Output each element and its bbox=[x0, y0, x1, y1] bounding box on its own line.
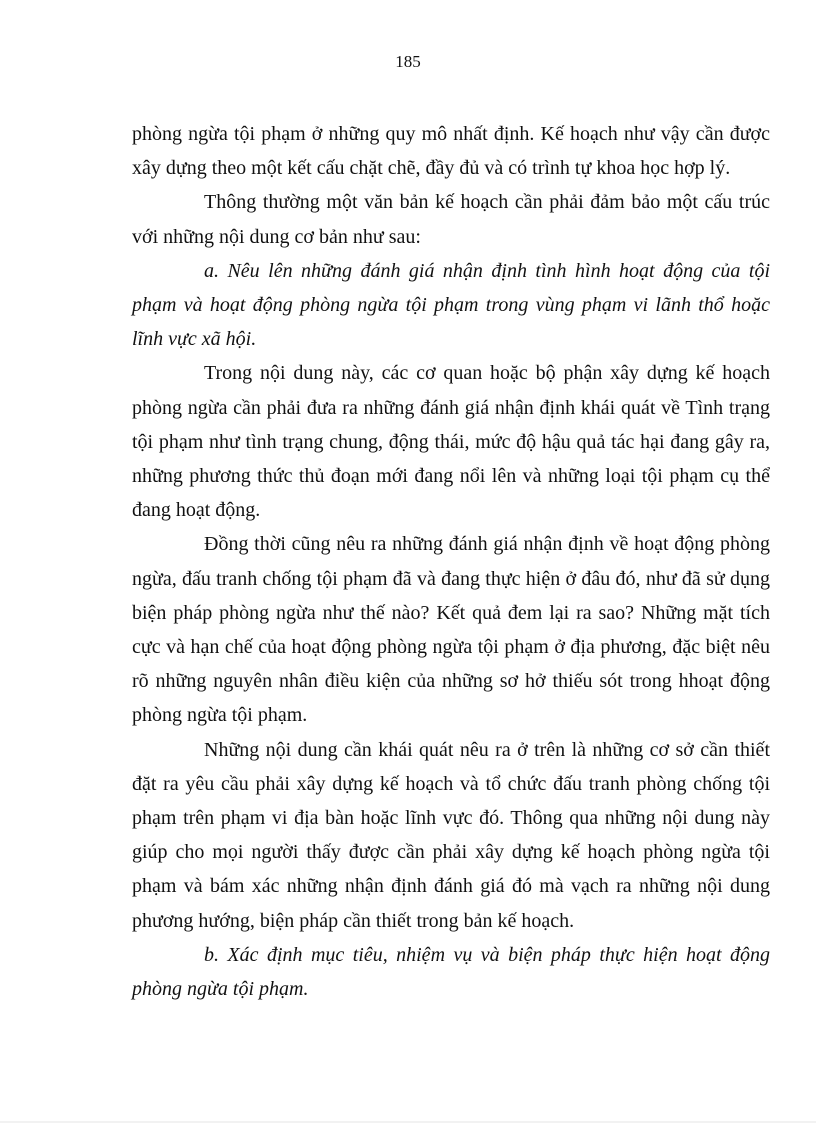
paragraph-basis: Những nội dung cần khái quát nêu ra ở trên là những cơ sở cần thiết đặt ra yêu cầu phải xây dựng kế hoạch và tổ chức đấu tranh phòng chống tội phạm trên phạm vi địa bàn hoặc lĩnh vực đó. Thông qua những nội dung này giúp cho mọi người thấy được cần phải xây dựng kế hoạch phòng ngừa tội phạm và bám xác những nhận định đánh giá đó mà vạch ra những nội dung phương hướng, biện pháp cần thiết trong bản kế hoạch. bbox=[132, 738, 770, 932]
section-heading-b: b. Xác định mục tiêu, nhiệm vụ và biện pháp thực hiện hoạt động phòng ngừa tội phạm. bbox=[132, 943, 770, 1001]
paragraph-assessment: Trong nội dung này, các cơ quan hoặc bộ phận xây dựng kế hoạch phòng ngừa cần phải đưa ra những đánh giá nhận định khái quát về Tình trạng tội phạm như tình trạng chung, động thái, mức độ hậu quả tác hại đang gây ra, những phương thức thủ đoạn mới đang nổi lên và những loại tội phạm cụ thể đang hoạt động. bbox=[132, 362, 770, 522]
page-number: 185 bbox=[395, 52, 421, 71]
paragraph-prevention-review: Đồng thời cũng nêu ra những đánh giá nhận định về hoạt động phòng ngừa, đấu tranh chống tội phạm đã và đang thực hiện ở đâu đó, như đã sử dụng biện pháp phòng ngừa như thế nào? Kết quả đem lại ra sao? Những mặt tích cực và hạn chế của hoạt động phòng ngừa tội phạm ở địa phương, đặc biệt nêu rõ những nguyên nhân điều kiện của những sơ hở thiếu sót trong hhoạt động phòng ngừa tội phạm. bbox=[132, 533, 770, 727]
body-text bbox=[132, 117, 770, 1006]
section-heading-a: a. Nêu lên những đánh giá nhận định tình hình hoạt động của tội phạm và hoạt động phòng ngừa tội phạm trong vùng phạm vi lãnh thổ hoặc lĩnh vực xã hội. bbox=[132, 259, 770, 351]
paragraph-continued: phòng ngừa tội phạm ở những quy mô nhất định. Kế hoạch như vậy cần được xây dựng theo một kết cấu chặt chẽ, đầy đủ và có trình tự khoa học hợp lý. bbox=[132, 123, 770, 180]
paragraph-structure-intro: Thông thường một văn bản kế hoạch cần phải đảm bảo một cấu trúc với những nội dung cơ bản như sau: bbox=[132, 191, 770, 248]
